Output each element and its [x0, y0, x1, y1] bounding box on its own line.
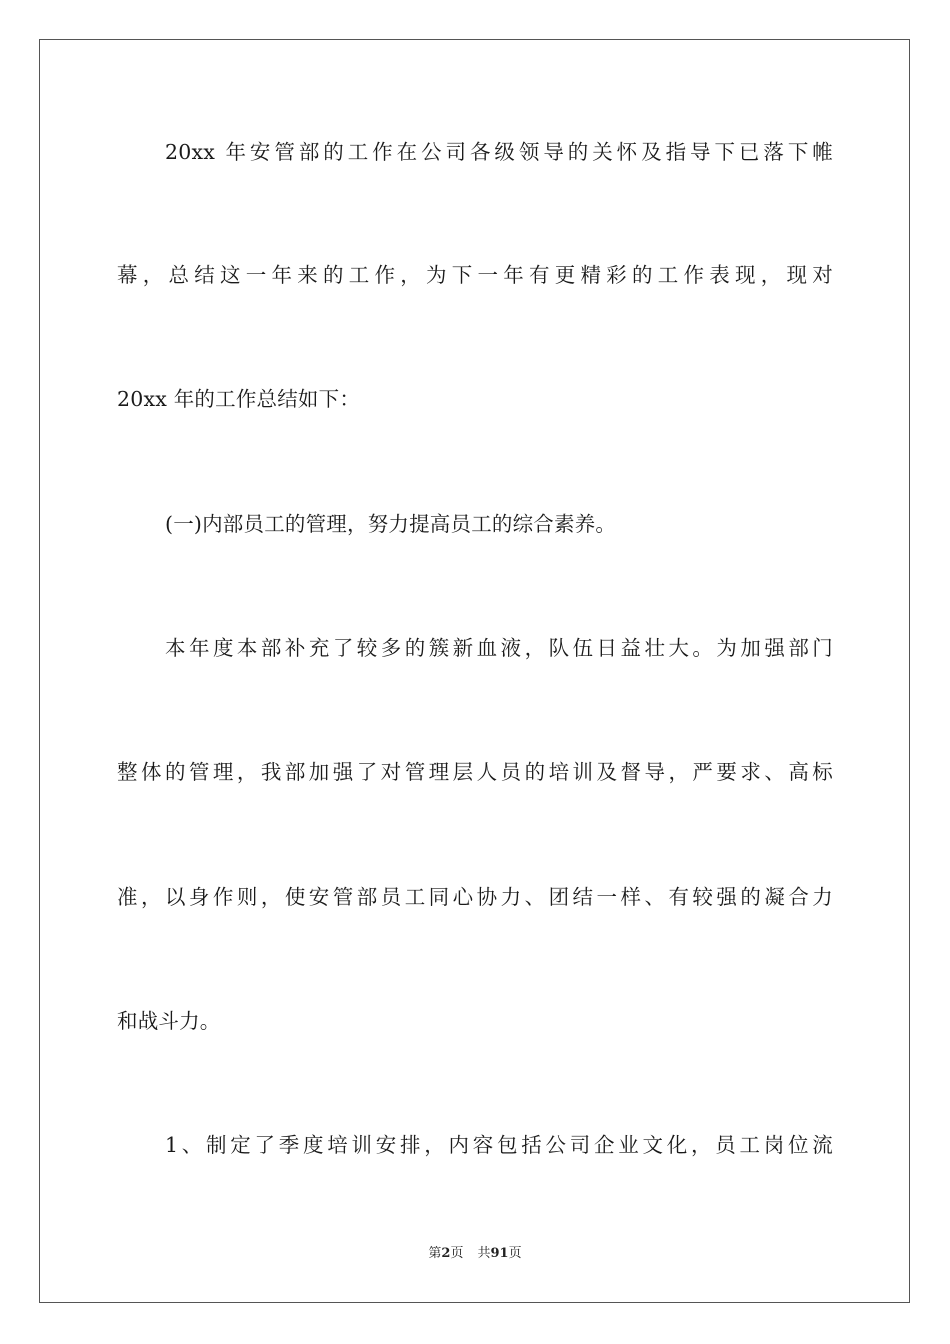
paragraph-line: 本年度本部补充了较多的簇新血液，队伍日益壮大。为加强部门 [165, 636, 833, 660]
paragraph-line: 20xx 年安管部的工作在公司各级领导的关怀及指导下已落下帷 [165, 140, 833, 164]
page-footer [0, 1245, 950, 1263]
paragraph-line: 20xx 年的工作总结如下： [117, 387, 361, 411]
section-heading: (一)内部员工的管理，努力提高员工的综合素养。 [165, 512, 617, 536]
footer-page-prefix: 第 [428, 1246, 442, 1261]
paragraph-line: 和战斗力。 [117, 1009, 221, 1033]
footer-total-suffix: 页 [508, 1246, 522, 1261]
paragraph-line: 幕，总结这一年来的工作，为下一年有更精彩的工作表现，现对 [117, 263, 833, 287]
page-border [39, 39, 910, 1303]
total-pages-number: 91 [490, 1246, 509, 1261]
paragraph-line: 整体的管理，我部加强了对管理层人员的培训及督导，严要求、高标 [117, 760, 833, 784]
paragraph-line: 准，以身作则，使安管部员工同心协力、团结一样、有较强的凝合力 [117, 885, 833, 909]
paragraph-line: 1、制定了季度培训安排，内容包括公司企业文化，员工岗位流 [165, 1133, 833, 1157]
footer-total-prefix: 共 [477, 1246, 491, 1261]
footer-page-suffix: 页 [450, 1246, 464, 1261]
current-page-number: 2 [441, 1246, 451, 1261]
